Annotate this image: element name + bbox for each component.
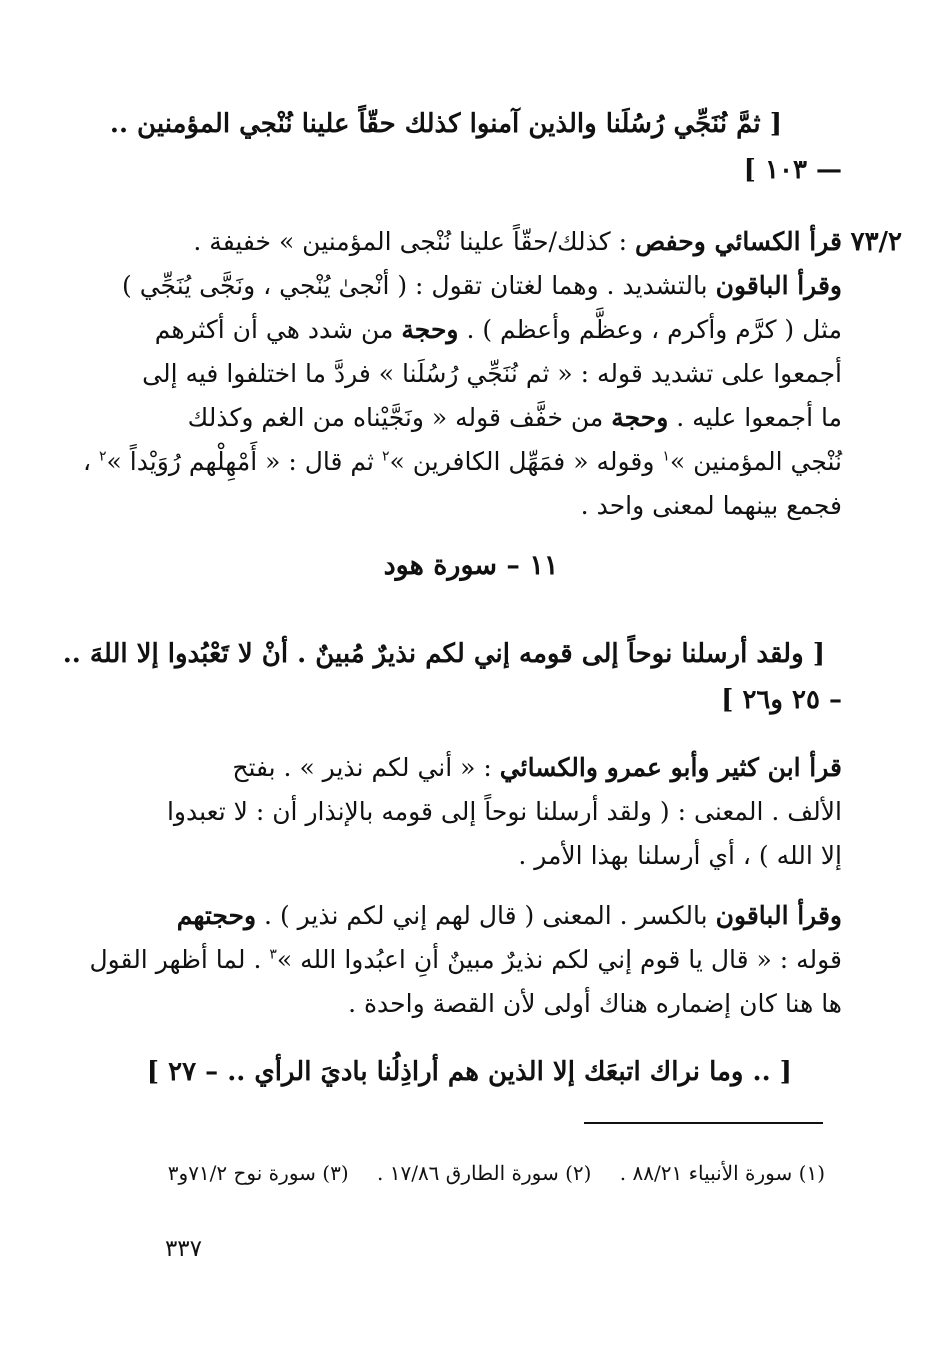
entry-line3 (154, 310, 842, 350)
page-number: ٣٣٧ (164, 1236, 202, 1262)
footnote-ref-2b: ٢ (98, 448, 107, 465)
entry-line6-c: ثم قال : « أَمْهِلْهم رُوَيْداً » (106, 447, 374, 476)
footnote-3: (٣) سورة نوح ٧١/٢و٣ (167, 1161, 349, 1185)
entry-marker: ٧٣/٢ (850, 227, 902, 257)
footnote-2: (٢) سورة الطارق ١٧/٨٦ . (377, 1161, 592, 1185)
argument-keyword: وحجة (401, 315, 459, 344)
entry-line1 (167, 222, 842, 262)
verse-103-line1: [ ثمَّ نُنَجِّي رُسُلَنا والذين آمنوا كذلك حقّاً علينا نُنْجي المؤمنين .. (109, 109, 782, 139)
entry-line5-text: ما أجمعوا عليه . (676, 403, 842, 432)
entry-line6-b: وقوله « فمَهِّل الكافرين » (389, 447, 655, 476)
kasr-line2 (89, 940, 842, 980)
footnote-ref-2: ٢ (381, 448, 390, 465)
entry-line5-tail: من خفَّف قوله « ونَجَّيْناه من الغم وكذلك (187, 403, 604, 432)
verse-25-26-line1: [ ولقد أرسلنا نوحاً إلى قومه إني لكم نذيرٌ مُبينٌ . أنْ لا تَعْبُدوا إلا اللهَ .. (62, 639, 825, 669)
fath-line3: إلا الله ) ، أي أرسلنا بهذا الأمر . (518, 841, 842, 870)
footnotes (168, 1156, 825, 1190)
entry-line7: فجمع بينهما لمعنى واحد . (580, 491, 842, 520)
kasr-line2-tail: . لما أظهر القول (89, 945, 262, 974)
kasr-line2-text: قوله : « قال يا قوم إني لكم نذيرٌ مبينٌ أنِ اعبُدوا الله » (276, 945, 842, 974)
entry-line6-d: ، (82, 447, 92, 476)
section-title: ١١ – سورة هود (383, 550, 559, 581)
verse-27-line1: [ .. وما نراك اتبعَك إلا الذين هم أراذِلُنا باديَ الرأي .. – ٢٧ ] (146, 1057, 792, 1087)
entry-line3-tail: من شدد هي أن أكثرهم (154, 315, 394, 344)
argument-keyword: وحجتهم (176, 901, 257, 930)
reader-names: وقرأ الباقون (715, 271, 842, 300)
footnote-1: (١) سورة الأنبياء ٨٨/٢١ . (619, 1161, 825, 1185)
entry-line4: أجمعوا على تشديد قوله : « ثم نُنَجِّي رُسُلَنا » فردَّ ما اختلفوا فيه إلى (142, 359, 842, 388)
entry-line2-text: بالتشديد . وهما لغتان تقول : ( أنْجىٰ يُنْجي ، ونَجَّى يُنَجِّي ) (122, 271, 708, 300)
reader-names: قرأ ابن كثير وأبو عمرو والكسائي (499, 753, 842, 782)
verse-25-26-line2: – ٢٥ و٢٦ ] (721, 685, 842, 715)
kasr-line1-text: بالكسر . المعنى ( قال لهم إني لكم نذير ) . (264, 901, 708, 930)
reader-names: وقرأ الباقون (715, 901, 842, 930)
entry-line6-a: نُنْجي المؤمنين » (669, 447, 842, 476)
kasr-line3: ها هنا كان إضماره هناك أولى لأن القصة واحدة . (348, 989, 842, 1018)
entry-line3-text: مثل ( كرَّم وأكرم ، وعظَّم وأعظم ) . (466, 315, 842, 344)
footnote-ref-3: ٣ (269, 946, 277, 963)
fath-line1-text: : « أني لكم نذير » . بفتح (232, 753, 492, 782)
entry-line6 (82, 442, 842, 482)
fath-line2: الألف . المعنى : ( ولقد أرسلنا نوحاً إلى قومه بالإنذار أن : لا تعبدوا (166, 797, 842, 826)
kasr-line1 (167, 896, 842, 936)
reader-names: قرأ الكسائي وحفص (635, 227, 842, 256)
footnote-ref-1: ١ (662, 448, 670, 465)
argument-keyword: وحجة (611, 403, 669, 432)
footnote-divider (584, 1122, 823, 1124)
verse-103-line2: — ١٠٣ ] (743, 155, 842, 185)
fath-line1 (167, 748, 842, 788)
entry-line1-text: : كذلك/حقّاً علينا نُنْجى المؤمنين » خفيفة . (193, 227, 628, 256)
entry-line2 (122, 266, 842, 306)
entry-line5 (167, 398, 842, 438)
